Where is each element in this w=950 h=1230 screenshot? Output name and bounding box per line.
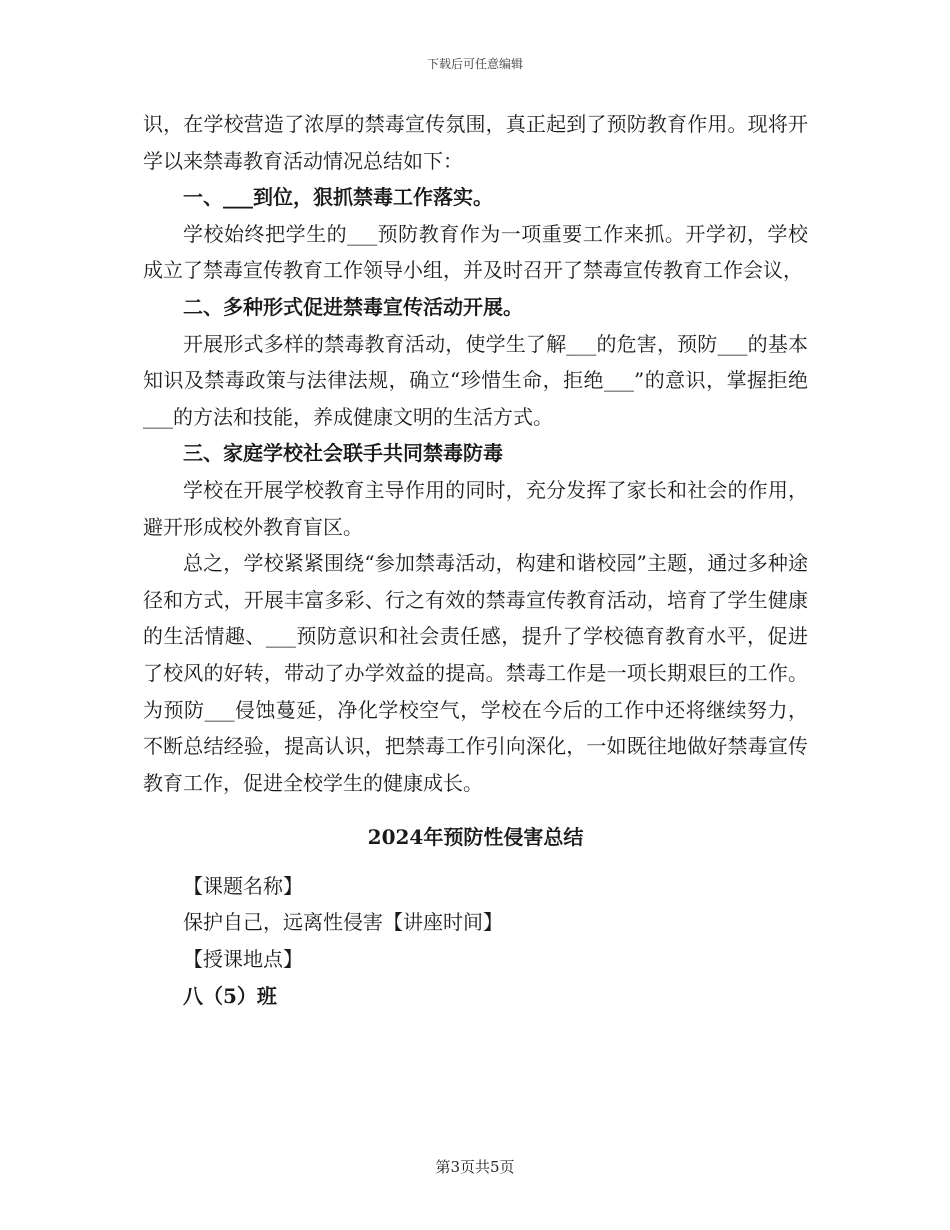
paragraph: 总之，学校紧紧围绕“参加禁毒活动，构建和谐校园”主题，通过多种途径和方式，开展丰富多彩、行之有效的禁毒宣传教育活动，培育了学生健康的生活情趣、___预防意识和社会责任感，提升了学校德育教育水平，促进了校风的好转，带动了办学效益的提高。禁毒工作是一项长期艰巨的工作。为预防___侵蚀蔓延，净化学校空气，学校在今后的工作中还将继续努力，不断总结经验，提高认识，把禁毒工作引向深化，一如既往地做好禁毒宣传教育工作，促进全校学生的健康成长。 [143,551,808,795]
section-heading: 一、___到位，狠抓禁毒工作落实。 [183,185,493,210]
location-value: 八（5）班 [183,983,277,1008]
course-name-value: 保护自己，远离性侵害【讲座时间】 [183,910,503,935]
paragraph: 学校始终把学生的___预防教育作为一项重要工作来抓。开学初，学校成立了禁毒宣传教育工作领导小组，并及时召开了禁毒宣传教育工作会议， [143,221,808,283]
paragraph: 识，在学校营造了浓厚的禁毒宣传氛围，真正起到了预防教育作用。现将开学以来禁毒教育活动情况总结如下： [143,112,808,173]
paragraph: 开展形式多样的禁毒教育活动，使学生了解___的危害，预防___的基本知识及禁毒政策与法律法规，确立“珍惜生命，拒绝___”的意识，掌握拒绝___的方法和技能，养成健康文明的生活方式。 [143,331,808,429]
page-number: 第3页共5页 [435,1158,515,1176]
course-name-label: 【课题名称】 [183,873,303,898]
paragraph: 学校在开展学校教育主导作用的同时，充分发挥了家长和社会的作用，避开形成校外教育盲区。 [143,477,808,539]
page-header-note: 下载后可任意编辑 [426,57,523,71]
section-heading: 三、家庭学校社会联手共同禁毒防毒 [183,441,503,466]
document-title: 2024年预防性侵害总结 [367,825,584,850]
location-label: 【授课地点】 [183,947,303,972]
document-body [143,106,808,1014]
section-heading: 二、多种形式促进禁毒宣传活动开展。 [183,294,523,319]
